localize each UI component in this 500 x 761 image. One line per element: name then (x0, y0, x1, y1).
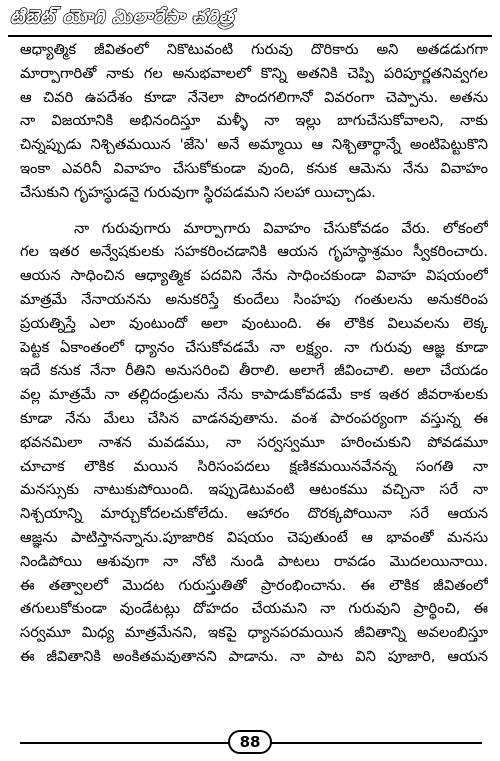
paragraph-1 (20, 38, 488, 205)
text-line: మాత్రమే నేనాయనను అనుకరిస్తే కుందేలు సింహపు గంతులను అనుకరింప (20, 290, 488, 308)
text-line: ఈ తత్వాలలో మొదట గురుస్తుతితో ప్రారంభించాను. ఈ లౌకిక జీవితంలో (20, 576, 488, 594)
book-title: టిబెట్ యోగి మిలారేపా చరిత్ర (10, 6, 234, 28)
text-line: ఆయన సాధించిన ఆధ్యాత్మిక పదవిని నేను సాధించకుండా వివాహ విషయంలో (20, 267, 488, 285)
text-line: ఇంకా ఎవరినీ వివాహం చేసుకోకుండా వుంది, కనుక ఆమెను నేను వివాహం (20, 159, 488, 177)
text-line: ఆ చివరి ఉపదేశం కూడా నేనెలా పొందగలిగానో వివరంగా చెప్పాను. అతను (20, 88, 488, 106)
text-line: పెట్టక ఏకాంతంలో ధ్యానం చేసుకోవడమే నా లక్ష్యం. నా గురువు ఆజ్ఞ కూడా (20, 338, 488, 356)
text-line: చూచాక లౌకిక మయిన సిరిసంపదలు క్షణికమయినవేనన్న సంగతి నా (20, 457, 488, 475)
text-line: భవనమిలా నాశన మవడము, నా సర్వస్వమూ హరించుకుని పోవడమూ (20, 433, 488, 451)
text-line: కూడా నేను మేలు చేసిన వాడనవుతాను. వంశ పారంపర్యంగా వస్తున్న ఈ (20, 409, 488, 427)
text-line: చేసుకుని గృహస్థుడనై గురువుగా స్థిరపడమని సలహా యిచ్చాడు. (20, 183, 376, 201)
text-line: ఆధ్యాత్మిక జీవితంలో నికొటువంటి గురువు దొరికారు అని అతడడుగగా (20, 41, 488, 58)
text-line: నా గురువుగారు మార్పాగారు వివాహం చేసుకోవడం వేరు. లోకంలో (74, 219, 488, 237)
text-line: నా విజయానికి అభినందిస్తూ మళ్ళీ నా ఇల్లు బాగుచేసుకోవాలని, నాకు (20, 112, 488, 130)
page-number: 88 (228, 730, 272, 754)
text-line: సర్వమూ మిధ్య మాత్రమేనని, ఇకపై ధ్యానపరమయిన జీవితాన్ని అవలంబిస్తూ (20, 624, 488, 642)
text-line: గల ఇతర అన్వేషకులకు సహకరించడానికి ఆయన గృహస్థాశ్రమం స్వీకరించారు. (20, 243, 488, 261)
running-header (8, 4, 492, 34)
text-line: తగులుకోకుండా వుండేటట్లు దోహదం చేయమని నా గురువుని ప్రార్థించి, ఈ (20, 600, 488, 618)
paragraph-2 (20, 217, 488, 669)
header-rule (8, 35, 492, 37)
page-body (20, 38, 488, 669)
text-line: ఆజ్ఞను పాటిస్తానన్నాను.పూజారిక విషయం చెపుతుంటే ఆ భావంతో మనసు (20, 528, 488, 546)
text-line: ఈ జీవితానికి అంకితమవుతానని పాడాను. నా పాట విని పూజారి, ఆయన (20, 647, 488, 665)
text-line: చిన్నప్పుడు నిశ్చితమయిన 'జేసె' అనే అమ్మాయి ఆ నిశ్చితార్థాన్నే అంటిపెట్టుకొని (20, 136, 488, 154)
text-line: నిశ్చయాన్ని మార్చుకోదలచుకోలేదు. ఆహారం దొరక్కపోయినా సరే ఆయన (20, 505, 488, 523)
paragraph-gap (20, 205, 488, 217)
text-line: నిండిపోయి ఆశువుగా నా నోటి నుండి పాటలు రావడం మొదలయినాయి. (20, 552, 488, 570)
text-line: మనస్సుకు నాటుకుపోయింది. ఇప్పుడెటువంటి ఆటంకము వచ్చినా సరే నా (20, 481, 488, 499)
text-line: ప్రయత్నిస్తే ఎలా వుంటుందో అలా వుంటుంది. ఈ లౌకిక విలువలను లెక్క (20, 314, 488, 332)
text-line: మార్పాగారితో నాకు గల అనుభవాలలో కొన్ని అతనికి చెప్పి పరిపూర్ణతనివ్వగల (20, 64, 488, 82)
text-line: వల్ల మాత్రమే నా తల్లిదండ్రులను నేను కాపాడుకోవడమే కాక ఇతర జీవరాశులకు (20, 386, 488, 404)
text-line: ఇదే కనుక నేనా రీతిని అనుసరించి తీరాలి. అలాగే జీవించాలి. అలా చేయడం (20, 362, 488, 380)
